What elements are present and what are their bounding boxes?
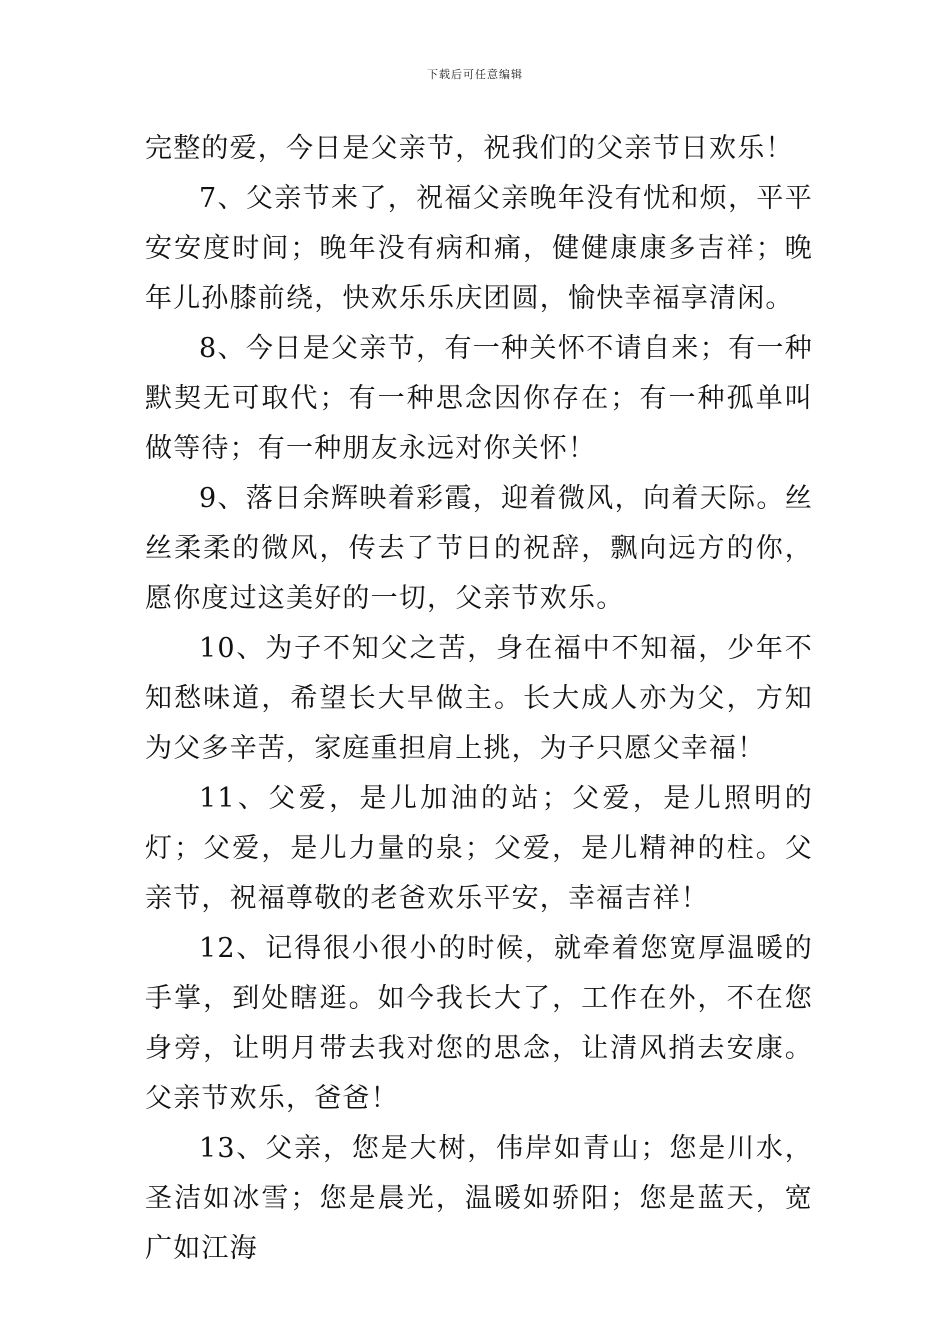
document-body	[145, 124, 813, 1274]
paragraph-item-11: 11、父爱，是儿加油的站；父爱，是儿照明的灯；父爱，是儿力量的泉；父爱，是儿精神的柱。父亲节，祝福尊敬的老爸欢乐平安，幸福吉祥！	[145, 783, 813, 914]
paragraph-item-9: 9、落日余辉映着彩霞，迎着微风，向着天际。丝丝柔柔的微风，传去了节日的祝辞，飘向远方的你，愿你度过这美好的一切，父亲节欢乐。	[145, 483, 813, 614]
paragraph-item-7: 7、父亲节来了，祝福父亲晚年没有忧和烦，平平安安度时间；晚年没有病和痛，健健康康多吉祥；晚年儿孙膝前绕，快欢乐乐庆团圆，愉快幸福享清闲。	[145, 183, 813, 314]
paragraph-item-13: 13、父亲，您是大树，伟岸如青山；您是川水，圣洁如冰雪；您是晨光，温暖如骄阳；您是蓝天，宽广如江海	[145, 1133, 813, 1264]
paragraph-item-8: 8、今日是父亲节，有一种关怀不请自来；有一种默契无可取代；有一种思念因你存在；有一种孤单叫做等待；有一种朋友永远对你关怀！	[145, 333, 813, 464]
paragraph-continuation: 完整的爱，今日是父亲节，祝我们的父亲节日欢乐！	[145, 133, 794, 164]
paragraph-item-10: 10、为子不知父之苦，身在福中不知福，少年不知愁味道，希望长大早做主。长大成人亦为父，方知为父多辛苦，家庭重担肩上挑，为子只愿父幸福！	[145, 633, 813, 764]
page-header: 下载后可任意编辑	[427, 68, 523, 81]
paragraph-item-12: 12、记得很小很小的时候，就牵着您宽厚温暖的手掌，到处瞎逛。如今我长大了，工作在外，不在您身旁，让明月带去我对您的思念，让清风捎去安康。父亲节欢乐，爸爸！	[145, 933, 813, 1114]
